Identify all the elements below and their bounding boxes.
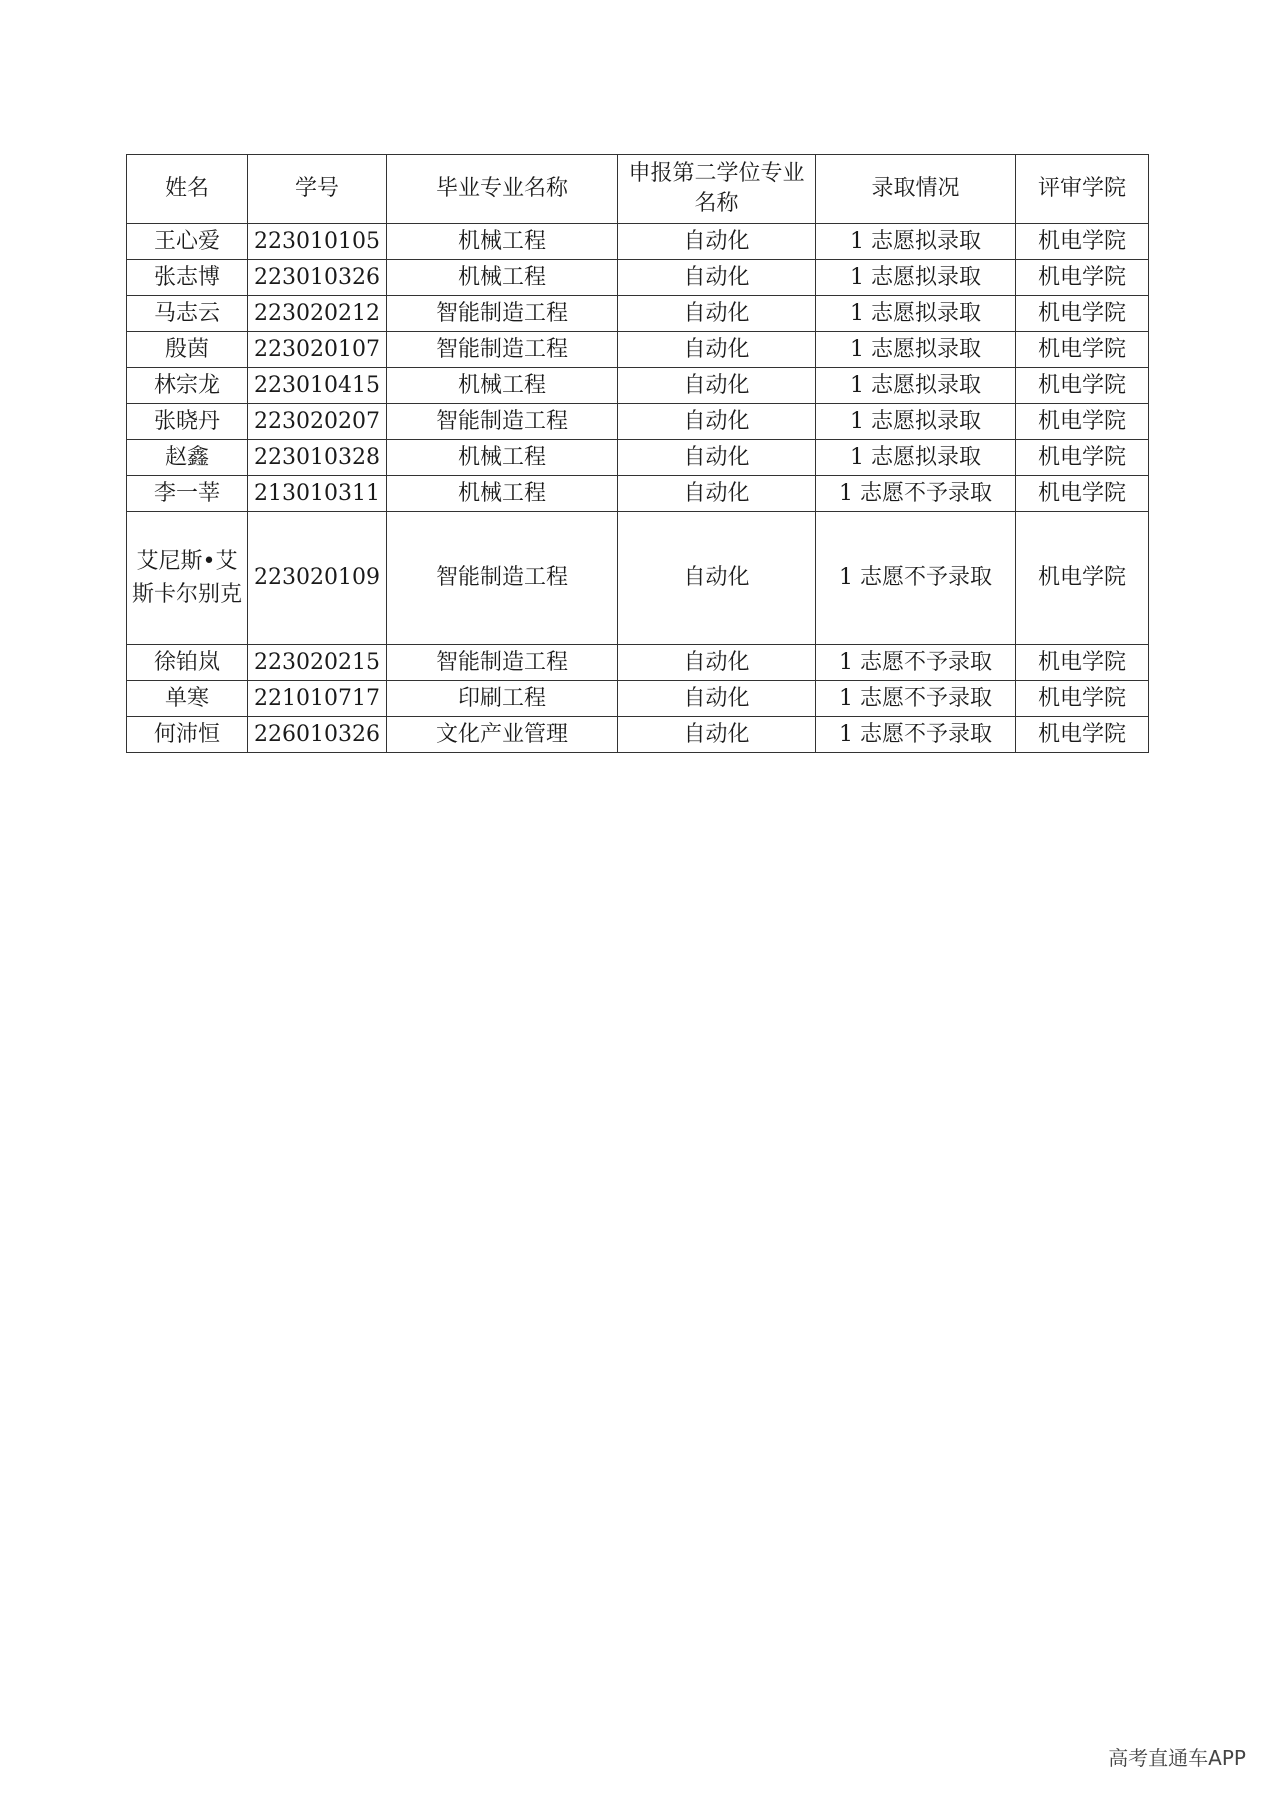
cell-student-id: 223020215: [248, 645, 387, 681]
cell-grad-major: 印刷工程: [387, 681, 618, 717]
cell-second-degree-major: 自动化: [618, 512, 816, 645]
cell-name: 李一莘: [127, 476, 248, 512]
table-row: [127, 512, 1149, 645]
admission-table-container: [126, 154, 1149, 753]
cell-grad-major: 机械工程: [387, 476, 618, 512]
cell-admission-status: 1 志愿拟录取: [816, 224, 1016, 260]
cell-name: 艾尼斯•艾斯卡尔别克: [127, 512, 248, 645]
cell-admission-status: 1 志愿拟录取: [816, 260, 1016, 296]
cell-name: 林宗龙: [127, 368, 248, 404]
cell-grad-major: 机械工程: [387, 440, 618, 476]
cell-review-college: 机电学院: [1016, 681, 1149, 717]
cell-second-degree-major: 自动化: [618, 440, 816, 476]
cell-grad-major: 智能制造工程: [387, 404, 618, 440]
cell-name: 赵鑫: [127, 440, 248, 476]
column-header-second-degree-major: 申报第二学位专业名称: [618, 155, 816, 224]
cell-name: 单寒: [127, 681, 248, 717]
cell-review-college: 机电学院: [1016, 476, 1149, 512]
table-row: [127, 404, 1149, 440]
cell-admission-status: 1 志愿拟录取: [816, 440, 1016, 476]
cell-name: 张志博: [127, 260, 248, 296]
cell-admission-status: 1 志愿不予录取: [816, 681, 1016, 717]
cell-admission-status: 1 志愿拟录取: [816, 296, 1016, 332]
column-header-grad-major: 毕业专业名称: [387, 155, 618, 224]
cell-grad-major: 智能制造工程: [387, 296, 618, 332]
cell-admission-status: 1 志愿不予录取: [816, 645, 1016, 681]
cell-second-degree-major: 自动化: [618, 681, 816, 717]
cell-second-degree-major: 自动化: [618, 476, 816, 512]
cell-name: 殷茵: [127, 332, 248, 368]
table-row: [127, 717, 1149, 753]
cell-student-id: 223020207: [248, 404, 387, 440]
cell-admission-status: 1 志愿拟录取: [816, 368, 1016, 404]
cell-review-college: 机电学院: [1016, 717, 1149, 753]
admission-table: [126, 154, 1149, 753]
table-row: [127, 476, 1149, 512]
cell-student-id: 226010326: [248, 717, 387, 753]
cell-review-college: 机电学院: [1016, 645, 1149, 681]
cell-second-degree-major: 自动化: [618, 404, 816, 440]
table-header: [127, 155, 1149, 224]
watermark-text: 高考直通车APP: [1108, 1746, 1246, 1770]
cell-review-college: 机电学院: [1016, 260, 1149, 296]
cell-review-college: 机电学院: [1016, 332, 1149, 368]
cell-second-degree-major: 自动化: [618, 224, 816, 260]
table-row: [127, 368, 1149, 404]
cell-student-id: 223020212: [248, 296, 387, 332]
cell-student-id: 223010105: [248, 224, 387, 260]
cell-second-degree-major: 自动化: [618, 296, 816, 332]
cell-name: 张晓丹: [127, 404, 248, 440]
cell-second-degree-major: 自动化: [618, 332, 816, 368]
cell-second-degree-major: 自动化: [618, 645, 816, 681]
cell-student-id: 223010415: [248, 368, 387, 404]
column-header-review-college: 评审学院: [1016, 155, 1149, 224]
cell-student-id: 223010328: [248, 440, 387, 476]
table-row: [127, 260, 1149, 296]
cell-student-id: 221010717: [248, 681, 387, 717]
cell-review-college: 机电学院: [1016, 440, 1149, 476]
table-header-row: [127, 155, 1149, 224]
table-row: [127, 296, 1149, 332]
cell-second-degree-major: 自动化: [618, 368, 816, 404]
cell-name: 何沛恒: [127, 717, 248, 753]
column-header-name: 姓名: [127, 155, 248, 224]
table-row: [127, 681, 1149, 717]
cell-name: 王心爱: [127, 224, 248, 260]
cell-review-college: 机电学院: [1016, 368, 1149, 404]
cell-student-id: 223020109: [248, 512, 387, 645]
cell-admission-status: 1 志愿不予录取: [816, 717, 1016, 753]
cell-grad-major: 智能制造工程: [387, 512, 618, 645]
cell-review-college: 机电学院: [1016, 404, 1149, 440]
table-row: [127, 332, 1149, 368]
cell-student-id: 223010326: [248, 260, 387, 296]
table-body: [127, 224, 1149, 753]
table-row: [127, 645, 1149, 681]
cell-review-college: 机电学院: [1016, 296, 1149, 332]
cell-admission-status: 1 志愿不予录取: [816, 476, 1016, 512]
cell-student-id: 213010311: [248, 476, 387, 512]
cell-grad-major: 智能制造工程: [387, 332, 618, 368]
column-header-admission-status: 录取情况: [816, 155, 1016, 224]
cell-admission-status: 1 志愿拟录取: [816, 332, 1016, 368]
cell-second-degree-major: 自动化: [618, 260, 816, 296]
cell-admission-status: 1 志愿不予录取: [816, 512, 1016, 645]
table-row: [127, 224, 1149, 260]
cell-grad-major: 机械工程: [387, 260, 618, 296]
cell-grad-major: 机械工程: [387, 224, 618, 260]
cell-name: 马志云: [127, 296, 248, 332]
cell-second-degree-major: 自动化: [618, 717, 816, 753]
column-header-student-id: 学号: [248, 155, 387, 224]
cell-student-id: 223020107: [248, 332, 387, 368]
cell-review-college: 机电学院: [1016, 224, 1149, 260]
cell-admission-status: 1 志愿拟录取: [816, 404, 1016, 440]
cell-grad-major: 机械工程: [387, 368, 618, 404]
table-row: [127, 440, 1149, 476]
cell-review-college: 机电学院: [1016, 512, 1149, 645]
cell-grad-major: 智能制造工程: [387, 645, 618, 681]
cell-grad-major: 文化产业管理: [387, 717, 618, 753]
cell-name: 徐铂岚: [127, 645, 248, 681]
